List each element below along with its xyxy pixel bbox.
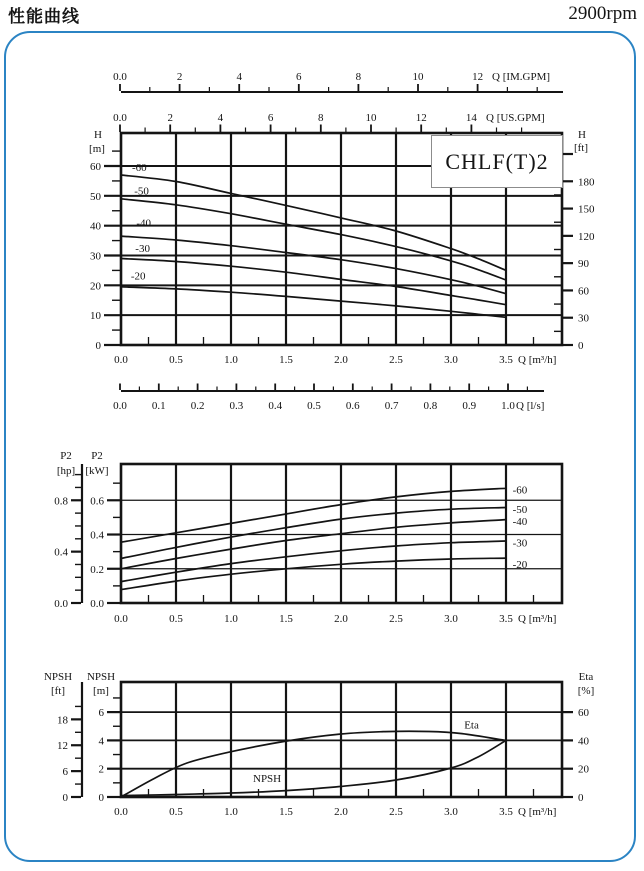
- tick-label: 3.0: [444, 354, 458, 366]
- tick-label: 2: [167, 112, 173, 124]
- tick-label: 0.5: [169, 806, 183, 818]
- tick-label: 0: [62, 792, 68, 804]
- tick-label: 0.2: [190, 400, 205, 412]
- tick-label: 4: [236, 71, 242, 83]
- tick-label: 180: [578, 176, 595, 189]
- tick-label: 0.4: [54, 546, 68, 559]
- model-box: [431, 135, 563, 188]
- tick-label: 1.5: [279, 806, 293, 818]
- tick-label: 2.0: [334, 354, 348, 366]
- power-chart: [54, 450, 562, 625]
- tick-label: 2.0: [334, 806, 348, 818]
- axis-title: P2: [60, 450, 72, 462]
- tick-label: 60: [578, 707, 589, 720]
- tick-label: 0.0: [113, 112, 127, 124]
- tick-label: 60: [90, 161, 101, 174]
- tick-label: 0: [95, 340, 101, 352]
- axis-title: P2: [91, 450, 103, 462]
- tick-label: 3.0: [444, 806, 458, 818]
- tick-label: 0.6: [90, 495, 104, 508]
- curve-30: [121, 259, 506, 305]
- tick-label: 0.0: [114, 806, 128, 818]
- tick-label: 40: [90, 220, 101, 233]
- model-label: CHLF(T)2: [445, 148, 549, 174]
- tick-label: 0.5: [307, 400, 321, 412]
- tick-label: 0.0: [54, 598, 68, 610]
- curve-20: [121, 558, 506, 590]
- axis-title: [kW]: [85, 465, 109, 477]
- tick-label: 10: [365, 112, 377, 124]
- tick-label: 4: [217, 112, 224, 124]
- tick-label: 8: [318, 112, 324, 124]
- x-axis-unit-label: Q [m³/h]: [518, 354, 557, 366]
- tick-label: 0.0: [114, 354, 128, 366]
- npsh-eta-chart: [44, 671, 594, 818]
- page-title: 性能曲线: [8, 7, 80, 26]
- tick-label: 3.5: [499, 354, 513, 366]
- axis-title: [ft]: [50, 685, 66, 697]
- tick-label: 2: [176, 71, 183, 83]
- axis-title: H: [578, 129, 586, 141]
- tick-label: 3.5: [499, 613, 513, 625]
- tick-label: 0.6: [345, 400, 360, 412]
- tick-label: 6: [62, 766, 68, 779]
- axis-title: [hp]: [56, 465, 76, 477]
- tick-label: 12: [472, 71, 484, 83]
- curve-label: -50: [134, 185, 149, 198]
- tick-label: 10: [412, 71, 424, 83]
- curve-40: [121, 520, 506, 569]
- tick-label: 2.5: [389, 354, 403, 366]
- tick-label: 6: [296, 71, 302, 83]
- tick-label: 0.0: [113, 71, 127, 83]
- curve-label: -60: [512, 484, 528, 497]
- tick-label: 18: [57, 714, 68, 727]
- axis-title: [m]: [89, 143, 105, 155]
- x-axis-unit-label: Q [IM.GPM]: [492, 71, 551, 83]
- x-axis-unit-label: Q [l/s]: [516, 400, 545, 412]
- tick-label: 0.0: [113, 400, 127, 412]
- tick-label: 1.0: [501, 400, 515, 412]
- tick-label: 20: [90, 280, 101, 293]
- tick-label: 90: [578, 258, 589, 271]
- tick-label: 6: [98, 707, 104, 720]
- tick-label: 0.0: [90, 598, 104, 610]
- x-axis-unit-label: Q [m³/h]: [518, 613, 557, 625]
- tick-label: 2.0: [334, 613, 348, 625]
- aux-axis-us-gpm: [113, 112, 545, 132]
- tick-label: 4: [98, 735, 104, 748]
- axis-title: Eta: [578, 671, 594, 683]
- tick-label: 0.4: [90, 529, 104, 542]
- tick-label: 0.4: [268, 400, 283, 412]
- axis-title: NPSH: [86, 671, 116, 683]
- tick-label: 1.5: [279, 613, 293, 625]
- tick-label: 0.9: [462, 400, 477, 412]
- rpm-label: 2900rpm: [568, 3, 637, 24]
- curve-label: -30: [512, 537, 528, 550]
- tick-label: 12: [57, 740, 68, 753]
- tick-label: 2.5: [389, 613, 403, 625]
- curve-label: -20: [130, 270, 146, 283]
- curve-label: -60: [132, 162, 147, 175]
- tick-label: 120: [578, 230, 595, 243]
- tick-label: 50: [90, 190, 101, 203]
- tick-label: 14: [465, 112, 477, 124]
- tick-label: 1.0: [224, 806, 238, 818]
- tick-label: 1.0: [224, 613, 238, 625]
- tick-label: 40: [578, 735, 589, 748]
- tick-label: 6: [267, 112, 274, 124]
- x-axis-unit-label: Q [US.GPM]: [486, 112, 545, 124]
- tick-label: 0: [578, 792, 584, 804]
- tick-label: 2: [98, 763, 104, 776]
- tick-label: 20: [578, 763, 589, 776]
- tick-label: 0.5: [169, 613, 183, 625]
- tick-label: 2.5: [389, 806, 403, 818]
- tick-label: 0.3: [229, 400, 244, 412]
- curve-label: -20: [512, 558, 528, 571]
- tick-label: 30: [578, 312, 589, 325]
- axis-title: [ft]: [573, 142, 589, 154]
- tick-label: 1.0: [224, 354, 238, 366]
- curve-label: -40: [512, 515, 528, 528]
- curve-label: Eta: [464, 719, 479, 732]
- tick-label: 8: [355, 71, 362, 83]
- tick-label: 1.5: [279, 354, 293, 366]
- tick-label: 3.5: [499, 806, 513, 818]
- tick-label: 0: [98, 792, 104, 804]
- tick-label: 30: [90, 250, 101, 263]
- curve-20: [121, 287, 506, 318]
- curve-label: -50: [512, 503, 528, 516]
- axis-title: H: [94, 129, 102, 141]
- tick-label: 0.8: [423, 400, 438, 412]
- tick-label: 60: [578, 285, 589, 298]
- axis-title: [%]: [577, 685, 595, 697]
- curve-label: -40: [136, 217, 152, 230]
- x-axis-unit-label: Q [m³/h]: [518, 806, 557, 818]
- tick-label: 0: [578, 340, 584, 352]
- curve-label: NPSH: [253, 773, 282, 786]
- tick-label: 12: [415, 112, 427, 124]
- aux-axis-ls: [113, 384, 544, 413]
- tick-label: 0.1: [151, 400, 166, 412]
- tick-label: 0.5: [169, 354, 183, 366]
- curve-label: -30: [135, 242, 150, 255]
- aux-axis-im-gpm: [113, 71, 563, 92]
- tick-label: 3.0: [444, 613, 458, 625]
- axis-title: [m]: [93, 685, 109, 697]
- tick-label: 150: [578, 203, 595, 216]
- axis-title: NPSH: [43, 671, 73, 683]
- tick-label: 0.8: [54, 495, 68, 508]
- tick-label: 0.0: [114, 613, 128, 625]
- tick-label: 0.2: [90, 563, 104, 576]
- tick-label: 10: [90, 310, 101, 323]
- tick-label: 0.7: [384, 400, 399, 412]
